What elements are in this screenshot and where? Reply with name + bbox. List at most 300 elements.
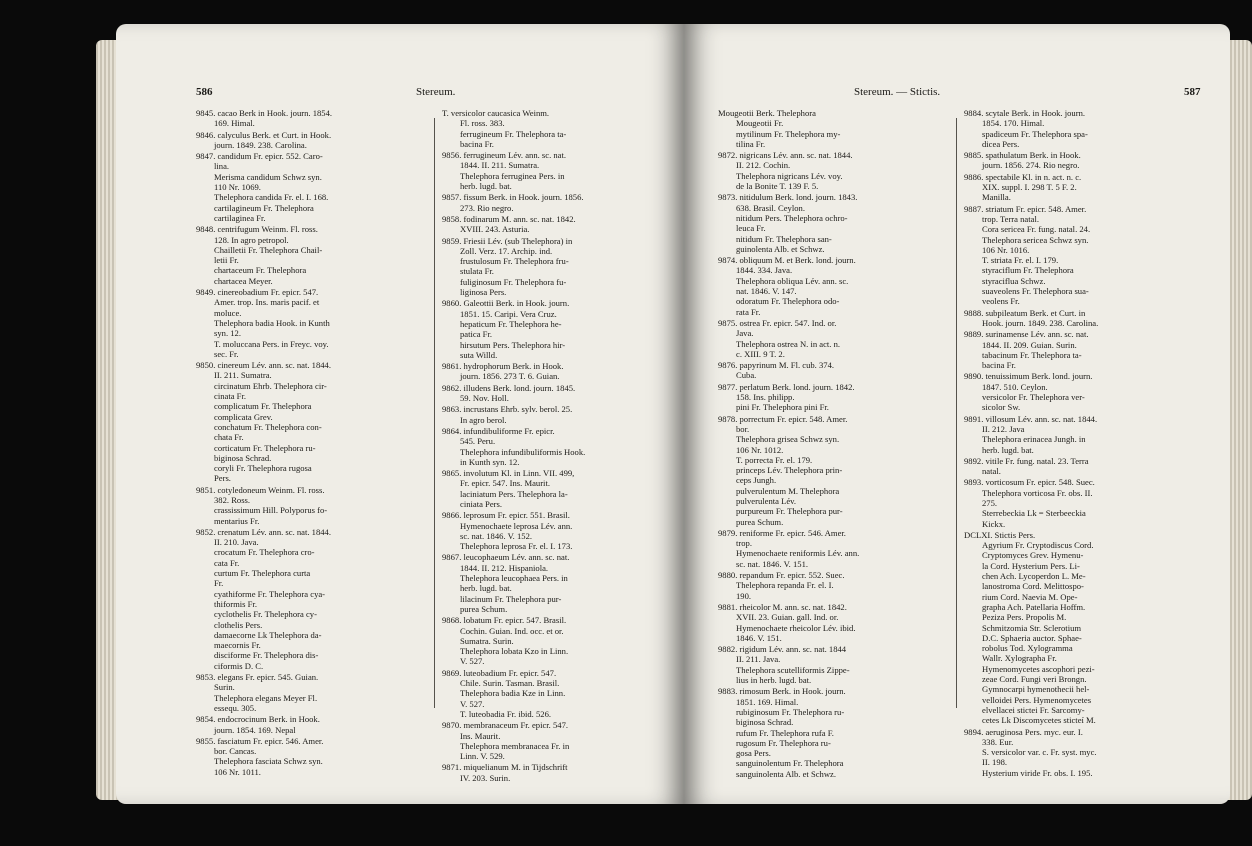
entry-line: Thelephora ostrea N. in act. n. <box>736 338 841 349</box>
entry-line: T. moluccana Pers. in Freyc. voy. <box>214 338 329 349</box>
entry-line: sec. Fr. <box>214 348 239 359</box>
entry-line: elvellacei stictei Fr. Sarcomy- <box>982 704 1085 715</box>
entry-line: Thelephora nigricans Lév. voy. <box>736 170 843 181</box>
entry-line: bor. <box>736 423 750 434</box>
entry-line: rium Cord. Naevia M. Ope- <box>982 591 1078 602</box>
entry-line: cartilagineum Fr. Thelephora <box>214 202 314 213</box>
entry-line: bacina Fr. <box>982 360 1016 371</box>
entry-line: chata Fr. <box>214 432 244 443</box>
entry-line: 158. Ins. philipp. <box>736 392 795 403</box>
entry-line: coryli Fr. Thelephora rugosa <box>214 463 312 474</box>
entry-line: conchatum Fr. Thelephora con- <box>214 421 322 432</box>
entry-line: 9874. obliquum M. et Berk. lond. journ. <box>718 255 856 266</box>
entry-line: cinata Fr. <box>214 391 246 402</box>
catalog-entry <box>964 172 1200 203</box>
entry-line: 1844. 334. Java. <box>736 265 793 276</box>
entry-line: DCLXI. Stictis Pers. <box>964 529 1036 540</box>
entry-line: T. porrecta Fr. el. 179. <box>736 454 813 465</box>
entry-line: pini Fr. Thelephora pini Fr. <box>736 402 829 413</box>
entry-line: liginosa Pers. <box>460 287 507 298</box>
entry-line: Thelephora infundibuliformis Hook. <box>460 446 586 457</box>
right-page <box>684 24 1230 804</box>
entry-line: Thelephora vorticosa Fr. obs. II. <box>982 487 1093 498</box>
catalog-entry <box>442 615 674 666</box>
right-column-1 <box>718 108 950 780</box>
entry-line: complicata Grev. <box>214 411 273 422</box>
entry-line: 9887. striatum Fr. epicr. 548. Amer. <box>964 203 1087 214</box>
entry-line: Gymnocarpi hymenothecii hel- <box>982 684 1090 695</box>
entry-line: lina. <box>214 161 230 172</box>
catalog-entry <box>718 192 950 254</box>
entry-line: Thelephora fasciata Schwz syn. <box>214 756 323 767</box>
entry-line: maecornis Fr. <box>214 640 261 651</box>
catalog-entry <box>196 151 428 223</box>
entry-line: In agro berol. <box>460 414 507 425</box>
entry-line: bacina Fr. <box>460 138 494 149</box>
entry-line: c. XIII. 9 T. 2. <box>736 348 785 359</box>
entry-line: herb. lugd. bat. <box>460 583 512 594</box>
entry-line: ciformis D. C. <box>214 660 264 671</box>
entry-line: pulverulenta Lév. <box>736 495 797 506</box>
entry-line: robolus Tod. Xylogramma <box>982 643 1073 654</box>
entry-line: Hysterium viride Fr. obs. I. 195. <box>982 767 1093 778</box>
entry-line: Amer. trop. Ins. maris pacif. et <box>214 297 320 308</box>
entry-line: dicea Pers. <box>982 138 1020 149</box>
entry-line: 59. Nov. Holl. <box>460 393 509 404</box>
entry-line: patica Fr. <box>460 329 492 340</box>
catalog-entry <box>442 383 674 404</box>
entry-line: 9871. miquelianum M. in Tijdschrift <box>442 762 568 773</box>
entry-line: cata Fr. <box>214 557 240 568</box>
entry-line: Schmitzomia Str. Sclerotium <box>982 622 1082 633</box>
entry-line: sicolor Sw. <box>982 402 1021 413</box>
entry-line: 9864. infundibuliforme Fr. epicr. <box>442 425 555 436</box>
entry-line: 9873. nitidulum Berk. lond. journ. 1843. <box>718 192 858 203</box>
catalog-entry <box>196 360 428 484</box>
catalog-entry <box>718 150 950 191</box>
entry-line: 1847. 510. Ceylon. <box>982 381 1048 392</box>
entry-line: 9876. papyrinum M. Fl. cub. 374. <box>718 360 835 371</box>
entry-line: 1846. V. 151. <box>736 632 782 643</box>
entry-line: sanguinolenta Alb. et Schwz. <box>736 768 837 779</box>
catalog-entry <box>718 602 950 643</box>
entry-line: 382. Ross. <box>214 494 251 505</box>
entry-line: crocatum Fr. Thelephora cro- <box>214 547 315 558</box>
entry-line: journ. 1854. 169. Nepal <box>214 724 296 735</box>
entry-line: Chile. Surin. Tasman. Brasil. <box>460 678 560 689</box>
entry-line: disciforme Fr. Thelephora dis- <box>214 650 319 661</box>
entry-line: Linn. V. 529. <box>460 751 505 762</box>
entry-line: Hymenochaete rheicolor Lév. ibid. <box>736 622 856 633</box>
entry-line: pulverulentum M. Thelephora <box>736 485 840 496</box>
entry-line: trop. <box>736 538 752 549</box>
entry-line: Thelephora membranacea Fr. in <box>460 740 570 751</box>
catalog-entry <box>442 762 674 783</box>
entry-line: Fl. ross. 383. <box>460 118 505 129</box>
entry-line: 9846. calyculus Berk. et Curt. in Hook. <box>196 129 332 140</box>
left-column-2 <box>442 108 674 784</box>
entry-line: bor. Cancas. <box>214 746 257 757</box>
entry-line: 9870. membranaceum Fr. epicr. 547. <box>442 720 569 731</box>
entry-line: 9866. leprosum Fr. epicr. 551. Brasil. <box>442 510 570 521</box>
entry-line: Cora sericea Fr. fung. natal. 24. <box>982 224 1091 235</box>
catalog-entry <box>964 414 1200 455</box>
entry-line: herb. lugd. bat. <box>982 444 1034 455</box>
entry-line: II. 198. <box>982 757 1008 768</box>
entry-line: 106 Nr. 1016. <box>982 244 1030 255</box>
entry-line: Thelephora obliqua Lév. ann. sc. <box>736 275 849 286</box>
entry-line: Fr. <box>214 578 224 589</box>
entry-line: 1854. 170. Himal. <box>982 118 1045 129</box>
entry-line: cetes Lk Discomycetes sticteí M. <box>982 715 1096 726</box>
entry-line: Thelephora sericea Schwz syn. <box>982 234 1089 245</box>
entry-line: trop. Terra natal. <box>982 213 1039 224</box>
entry-line: lilacinum Fr. Thelephora pur- <box>460 593 562 604</box>
entry-line: la Cord. Hysterium Pers. Li- <box>982 560 1080 571</box>
entry-line: Sterrebeckia Lk = Sterbeeckia <box>982 508 1086 519</box>
entry-line: 9861. hydrophorum Berk. in Hook. <box>442 361 564 372</box>
entry-line: hepaticum Fr. Thelephora he- <box>460 318 562 329</box>
entry-line: XVIII. 243. Asturia. <box>460 224 530 235</box>
catalog-entry <box>442 426 674 467</box>
entry-line: Peziza Pers. Propolis M. <box>982 612 1067 623</box>
entry-line: mentarius Fr. <box>214 515 260 526</box>
column-divider <box>956 118 957 708</box>
entry-line: 545. Peru. <box>460 436 496 447</box>
entry-line: 1844. II. 211. Sumatra. <box>460 160 540 171</box>
entry-line: syn. 12. <box>214 328 241 339</box>
entry-line: Java. <box>736 328 754 339</box>
entry-line: Thelephora grisea Schwz syn. <box>736 434 840 445</box>
entry-line: IV. 203. Surin. <box>460 772 511 783</box>
entry-line: sanguinolentum Fr. Thelephora <box>736 758 844 769</box>
entry-line: Thelephora lobata Kzo in Linn. <box>460 646 569 657</box>
catalog-entry <box>718 360 950 381</box>
entry-line: 9890. tenuissimum Berk. lond. journ. <box>964 371 1093 382</box>
catalog-entry <box>718 686 950 779</box>
entry-line: 9862. illudens Berk. lond. journ. 1845. <box>442 382 576 393</box>
entry-line: gosa Pers. <box>736 748 771 759</box>
entry-line: 9878. porrectum Fr. epicr. 548. Amer. <box>718 413 848 424</box>
entry-line: veolens Fr. <box>982 296 1020 307</box>
catalog-entry <box>442 236 674 298</box>
entry-line: Hymenochaete leprosa Lév. ann. <box>460 520 573 531</box>
entry-line: 9869. luteobadium Fr. epicr. 547. <box>442 667 557 678</box>
entry-line: rubiginosum Fr. Thelephora ru- <box>736 706 845 717</box>
entry-line: Thelephora ferruginea Pers. in <box>460 170 565 181</box>
entry-line: Thelephora leucophaea Pers. in <box>460 573 568 584</box>
entry-line: Mougeotii Berk. Thelephora <box>718 108 816 118</box>
entry-line: suaveolens Fr. Thelephora sua- <box>982 286 1089 297</box>
entry-line: II. 212. Cochin. <box>736 160 791 171</box>
catalog-entry <box>442 404 674 425</box>
entry-line: Ins. Maurit. <box>460 730 501 741</box>
entry-line: 638. Brasil. Ceylon. <box>736 202 805 213</box>
entry-line: ciniata Pers. <box>460 498 502 509</box>
entry-line: in Kunth syn. 12. <box>460 456 520 467</box>
entry-line: velloidei Pers. Hymenomycetes <box>982 694 1092 705</box>
entry-line: suta Willd. <box>460 349 498 360</box>
entry-line: purea Schum. <box>736 516 784 527</box>
right-running-head: Stereum. — Stictis. <box>854 86 941 98</box>
entry-line: hirsutum Pers. Thelephora hir- <box>460 339 566 350</box>
entry-line: 9894. aeruginosa Pers. myc. eur. I. <box>964 726 1083 737</box>
entry-line: 110 Nr. 1069. <box>214 182 261 193</box>
entry-line: cyathiforme Fr. Thelephora cya- <box>214 588 326 599</box>
entry-line: damaecorne Lk Thelephora da- <box>214 629 322 640</box>
entry-line: cyclothelis Fr. Thelephora cy- <box>214 609 317 620</box>
right-page-number: 587 <box>1184 86 1201 98</box>
entry-line: 9854. endocrocinum Berk. in Hook. <box>196 714 320 725</box>
entry-line: 9863. incrustans Ehrb. sylv. berol. 25. <box>442 404 573 415</box>
catalog-entry <box>442 468 674 509</box>
entry-line: Hook. journ. 1849. 238. Carolina. <box>982 317 1099 328</box>
entry-line: complicatum Fr. Thelephora <box>214 401 312 412</box>
entry-line: 9886. spectabile Kl. in n. act. n. c. <box>964 171 1082 182</box>
entry-line: 9885. spathulatum Berk. in Hook. <box>964 150 1081 161</box>
entry-line: ceps Jungh. <box>736 475 777 486</box>
entry-line: 9853. elegans Fr. epicr. 545. Guian. <box>196 672 319 683</box>
entry-line: nat. 1846. V. 147. <box>736 286 797 297</box>
entry-line: Hymenochaete reniformis Lév. ann. <box>736 548 860 559</box>
entry-line: 9884. scytale Berk. in Hook. journ. <box>964 108 1086 118</box>
entry-line: styraciflum Fr. Thelephora <box>982 265 1074 276</box>
entry-line: nitidum Fr. Thelephora san- <box>736 233 832 244</box>
catalog-entry <box>442 108 674 149</box>
entry-line: stulata Fr. <box>460 266 494 277</box>
entry-line: nitidum Pers. Thelephora ochro- <box>736 212 848 223</box>
entry-line: 106 Nr. 1012. <box>736 444 784 455</box>
entry-line: 128. In agro petropol. <box>214 234 289 245</box>
entry-line: 9879. reniforme Fr. epicr. 546. Amer. <box>718 527 846 538</box>
entry-line: 169. Himal. <box>214 118 255 129</box>
entry-line: biginosa Schrad. <box>214 452 272 463</box>
entry-line: styraciflua Schwz. <box>982 275 1046 286</box>
entry-line: chartaceum Fr. Thelephora <box>214 265 307 276</box>
entry-line: 9880. repandum Fr. epicr. 552. Suec. <box>718 570 845 581</box>
entry-line: 9849. cinereobadium Fr. epicr. 547. <box>196 287 319 298</box>
catalog-entry <box>442 552 674 614</box>
catalog-entry <box>196 108 428 129</box>
left-page-number: 586 <box>196 86 213 98</box>
entry-line: 9882. rigidum Lév. ann. sc. nat. 1844 <box>718 644 847 655</box>
catalog-entry <box>718 255 950 317</box>
entry-line: sc. nat. 1846. V. 152. <box>460 530 533 541</box>
entry-line: Cuba. <box>736 370 757 381</box>
entry-line: 9852. crenatum Lév. ann. sc. nat. 1844. <box>196 526 331 537</box>
catalog-entry <box>196 714 428 735</box>
entry-line: Fr. epicr. 547. Ins. Maurit. <box>460 478 550 489</box>
entry-line: II. 211. Java. <box>736 654 781 665</box>
catalog-entry <box>964 371 1200 412</box>
catalog-entry <box>196 736 428 777</box>
entry-line: letii Fr. <box>214 255 239 266</box>
entry-line: versicolor Fr. Thelephora ver- <box>982 392 1085 403</box>
entry-line: 9881. rheicolor M. ann. sc. nat. 1842. <box>718 601 847 612</box>
entry-line: journ. 1849. 238. Carolina. <box>214 139 307 150</box>
catalog-entry <box>718 382 950 413</box>
catalog-entry <box>718 108 950 149</box>
entry-line: XVII. 23. Guian. gall. Ind. or. <box>736 612 839 623</box>
entry-line: journ. 1856. 274. Rio negro. <box>982 160 1080 171</box>
catalog-entry <box>718 528 950 569</box>
entry-line: Chailletii Fr. Thelephora Chail- <box>214 244 323 255</box>
entry-line: essequ. 305. <box>214 702 257 713</box>
entry-line: biginosa Schrad. <box>736 717 794 728</box>
entry-line: tilina Fr. <box>736 138 766 149</box>
entry-line: 9848. centrifugum Weinm. Fl. ross. <box>196 224 318 235</box>
catalog-entry <box>442 192 674 213</box>
entry-line: II. 211. Sumatra. <box>214 370 272 381</box>
entry-line: 9892. vitile Fr. fung. natal. 23. Terra <box>964 455 1089 466</box>
entry-line: thiformis Fr. <box>214 598 257 609</box>
entry-line: rufum Fr. Thelephora rufa F. <box>736 727 834 738</box>
entry-line: Thelephora elegans Meyer Fl. <box>214 692 318 703</box>
entry-line: natal. <box>982 466 1001 477</box>
entry-line: de la Bonite T. 139 F. 5. <box>736 181 819 192</box>
entry-line: zeae Cord. Fungi veri Brongn. <box>982 674 1087 685</box>
catalog-entry <box>964 108 1200 149</box>
entry-line: Wallr. Xylographa Fr. <box>982 653 1057 664</box>
entry-line: XIX. suppl. I. 298 T. 5 F. 2. <box>982 182 1077 193</box>
catalog-entry <box>964 727 1200 778</box>
catalog-entry <box>964 150 1200 171</box>
entry-line: 9889. surinamense Lév. ann. sc. nat. <box>964 329 1089 340</box>
entry-line: cartilaginea Fr. <box>214 212 266 223</box>
entry-line: crassissimum Hill. Polyporus fo- <box>214 505 328 516</box>
catalog-entry <box>718 318 950 359</box>
entry-line: Cochin. Guian. Ind. occ. et or. <box>460 625 564 636</box>
entry-line: purpureum Fr. Thelephora pur- <box>736 506 843 517</box>
entry-line: moluce. <box>214 307 242 318</box>
entry-line: Mougeotii Fr. <box>736 118 784 129</box>
entry-line: grapha Ach. Patellaria Hoffm. <box>982 601 1086 612</box>
entry-line: laciniatum Pers. Thelephora la- <box>460 488 568 499</box>
catalog-entry <box>964 477 1200 528</box>
entry-line: curtum Fr. Thelephora curta <box>214 568 311 579</box>
entry-line: 9857. fissum Berk. in Hook. journ. 1856. <box>442 192 584 203</box>
open-book <box>78 10 1201 840</box>
entry-line: Surin. <box>214 682 235 693</box>
entry-line: 9845. cacao Berk in Hook. journ. 1854. <box>196 108 333 118</box>
entry-line: leuca Fr. <box>736 223 766 234</box>
entry-line: mytilinum Fr. Thelephora my- <box>736 128 841 139</box>
entry-line: 9865. involutum Kl. in Linn. VII. 499, <box>442 468 575 479</box>
catalog-entry <box>442 510 674 551</box>
entry-line: Thelephora candida Fr. el. I. 168. <box>214 192 329 203</box>
entry-line: Manilla. <box>982 192 1011 203</box>
column-divider <box>434 118 435 708</box>
entry-line: 338. Eur. <box>982 736 1014 747</box>
entry-line: Thelephora leprosa Fr. el. I. 173. <box>460 541 573 552</box>
left-column-1 <box>196 108 428 778</box>
entry-line: fuliginosum Fr. Thelephora fu- <box>460 276 567 287</box>
entry-line: 9891. villosum Lév. ann. sc. nat. 1844. <box>964 413 1098 424</box>
catalog-entry <box>964 329 1200 370</box>
entry-line: Sumatra. Surin. <box>460 635 514 646</box>
catalog-entry <box>442 361 674 382</box>
entry-line: D.C. Sphaeria auctor. Sphae- <box>982 632 1082 643</box>
catalog-entry <box>718 570 950 601</box>
entry-line: chartacea Meyer. <box>214 275 273 286</box>
catalog-entry <box>718 414 950 527</box>
entry-line: Merisma candidum Schwz syn. <box>214 171 322 182</box>
entry-line: V. 527. <box>460 656 485 667</box>
entry-line: 190. <box>736 590 752 601</box>
entry-line: 9875. ostrea Fr. epicr. 547. Ind. or. <box>718 317 837 328</box>
entry-line: Kickx. <box>982 518 1006 529</box>
catalog-entry <box>196 527 428 671</box>
catalog-entry <box>964 308 1200 329</box>
entry-line: tabacinum Fr. Thelephora ta- <box>982 349 1082 360</box>
catalog-entry <box>196 224 428 286</box>
entry-line: purea Schum. <box>460 603 508 614</box>
catalog-entry <box>442 214 674 235</box>
entry-line: rata Fr. <box>736 306 761 317</box>
right-column-2 <box>964 108 1200 779</box>
entry-line: princeps Lév. Thelephora prin- <box>736 465 843 476</box>
entry-line: herb. lugd. bat. <box>460 181 512 192</box>
entry-line: 1844. II. 212. Hispaniola. <box>460 562 549 573</box>
entry-line: chen Ach. Lycoperdon L. Me- <box>982 571 1086 582</box>
entry-line: circinatum Ehrb. Thelephora cir- <box>214 380 327 391</box>
entry-line: journ. 1856. 273 T. 6. Guian. <box>460 371 560 382</box>
catalog-entry <box>196 672 428 713</box>
entry-line: T. luteobadia Fr. ibid. 526. <box>460 708 552 719</box>
catalog-entry <box>196 485 428 526</box>
catalog-entry <box>442 150 674 191</box>
entry-line: T. striata Fr. el. I. 179. <box>982 255 1059 266</box>
left-page-edges <box>96 40 118 800</box>
entry-line: 9883. rimosum Berk. in Hook. journ. <box>718 686 846 697</box>
left-page <box>116 24 684 804</box>
catalog-entry <box>964 204 1200 307</box>
entry-line: corticatum Fr. Thelephora ru- <box>214 442 316 453</box>
entry-line: Thelephora scutelliformis Zippe- <box>736 664 850 675</box>
entry-line: Zoll. Verz. 17. Archip. ind. <box>460 245 553 256</box>
entry-line: S. versicolor var. c. Fr. syst. myc. <box>982 747 1097 758</box>
right-page-edges <box>1228 40 1252 800</box>
catalog-entry <box>718 644 950 685</box>
entry-line: odoratum Fr. Thelephora odo- <box>736 296 840 307</box>
catalog-entry <box>964 530 1200 726</box>
entry-line: II. 212. Java <box>982 423 1025 434</box>
entry-line: 1844. II. 209. Guian. Surin. <box>982 339 1077 350</box>
entry-line: 1851. 169. Himal. <box>736 696 799 707</box>
entry-line: 9855. fasciatum Fr. epicr. 546. Amer. <box>196 735 324 746</box>
entry-line: rugosum Fr. Thelephora ru- <box>736 737 831 748</box>
entry-line: spadiceum Fr. Thelephora spa- <box>982 128 1088 139</box>
entry-line: 9859. Friesii Lév. (sub Thelephora) in <box>442 235 573 246</box>
entry-line: 9893. vorticosum Fr. epicr. 548. Suec. <box>964 477 1095 488</box>
entry-line: frustulosum Fr. Thelephora fru- <box>460 256 569 267</box>
catalog-entry <box>196 130 428 151</box>
entry-line: lius in herb. lugd. bat. <box>736 675 812 686</box>
entry-line: guinolenta Alb. et Schwz. <box>736 243 825 254</box>
entry-line: 275. <box>982 497 998 508</box>
entry-line: Thelephora badia Hook. in Kunth <box>214 317 330 328</box>
entry-line: 9877. perlatum Berk. lond. journ. 1842. <box>718 381 855 392</box>
entry-line: 273. Rio negro. <box>460 202 514 213</box>
entry-line: Thelephora erinacea Jungh. in <box>982 434 1086 445</box>
entry-line: ferrugineum Fr. Thelephora ta- <box>460 128 567 139</box>
entry-line: clothelis Pers. <box>214 619 263 630</box>
entry-line: 9888. subpileatum Berk. et Curt. in <box>964 307 1086 318</box>
catalog-entry <box>196 287 428 359</box>
left-running-head: Stereum. <box>416 86 456 98</box>
entry-line: V. 527. <box>460 698 485 709</box>
entry-line: Thelephora repanda Fr. el. I. <box>736 580 834 591</box>
